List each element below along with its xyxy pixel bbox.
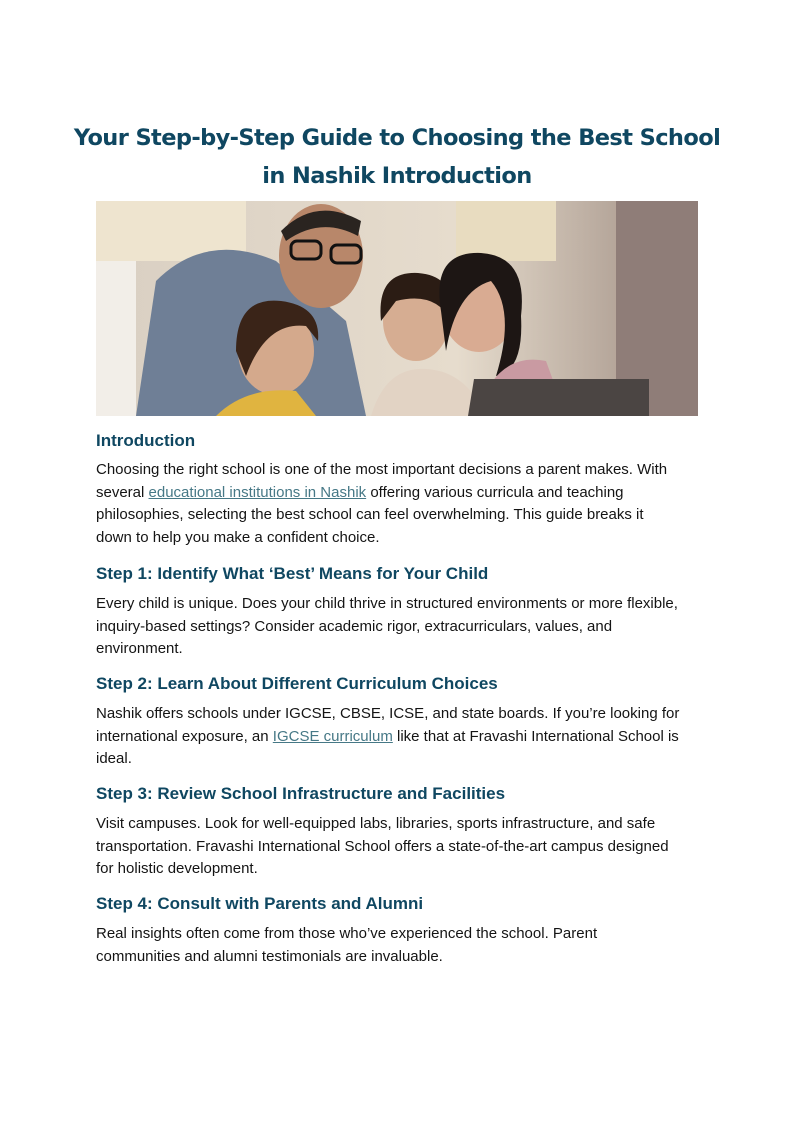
text-line: [96, 482, 667, 505]
step1-paragraph: [96, 593, 678, 661]
text: like that at Fravashi International School is: [392, 727, 679, 745]
text-line: Choosing the right school is one of the most important decisions a parent makes. With: [96, 461, 668, 478]
family-laptop-photo: [96, 201, 698, 416]
text-line: environment.: [96, 640, 183, 658]
igcse-curriculum-link[interactable]: IGCSE curriculum: [272, 727, 393, 745]
title-line-2: in Nashik Introduction: [262, 163, 532, 189]
introduction-paragraph: [96, 459, 667, 550]
step4-paragraph: [96, 923, 597, 968]
text-line: Nashik offers schools under IGCSE, CBSE, ICSE, and state boards. If you’re looking for: [96, 705, 680, 722]
step3-heading: Step 3: Review School Infrastructure and Facilities: [96, 784, 506, 803]
educational-institutions-link[interactable]: educational institutions in Nashik: [148, 483, 367, 501]
text-line: [96, 726, 679, 749]
text-line: philosophies, selecting the best school can feel overwhelming. This guide breaks it: [96, 506, 644, 524]
step4-heading: Step 4: Consult with Parents and Alumni: [96, 894, 424, 913]
text-line: ideal.: [96, 750, 132, 768]
title-line-1: Your Step-by-Step Guide to Choosing the Best School: [73, 125, 721, 151]
text-line: Real insights often come from those who’ve experienced the school. Parent: [96, 925, 598, 942]
text: several: [96, 483, 149, 501]
page-title: [60, 119, 734, 195]
text: international exposure, an: [96, 727, 273, 745]
text-line: Visit campuses. Look for well-equipped labs, libraries, sports infrastructure, and safe: [96, 815, 656, 832]
step2-heading: Step 2: Learn About Different Curriculum Choices: [96, 674, 498, 693]
text-line: communities and alumni testimonials are invaluable.: [96, 947, 443, 965]
text-line: down to help you make a confident choice.: [96, 529, 380, 547]
text: offering various curricula and teaching: [366, 483, 624, 501]
text-line: transportation. Fravashi International School offers a state-of-the-art campus designed: [96, 837, 669, 855]
step3-paragraph: [96, 813, 669, 881]
text-line: Every child is unique. Does your child thrive in structured environments or more flexible,: [96, 595, 678, 612]
introduction-heading: Introduction: [96, 431, 196, 450]
step1-heading: Step 1: Identify What ‘Best’ Means for Your Child: [96, 564, 489, 583]
text-line: for holistic development.: [96, 860, 258, 878]
text-line: inquiry-based settings? Consider academic rigor, extracurriculars, values, and: [96, 617, 613, 635]
step2-paragraph: [96, 703, 679, 771]
